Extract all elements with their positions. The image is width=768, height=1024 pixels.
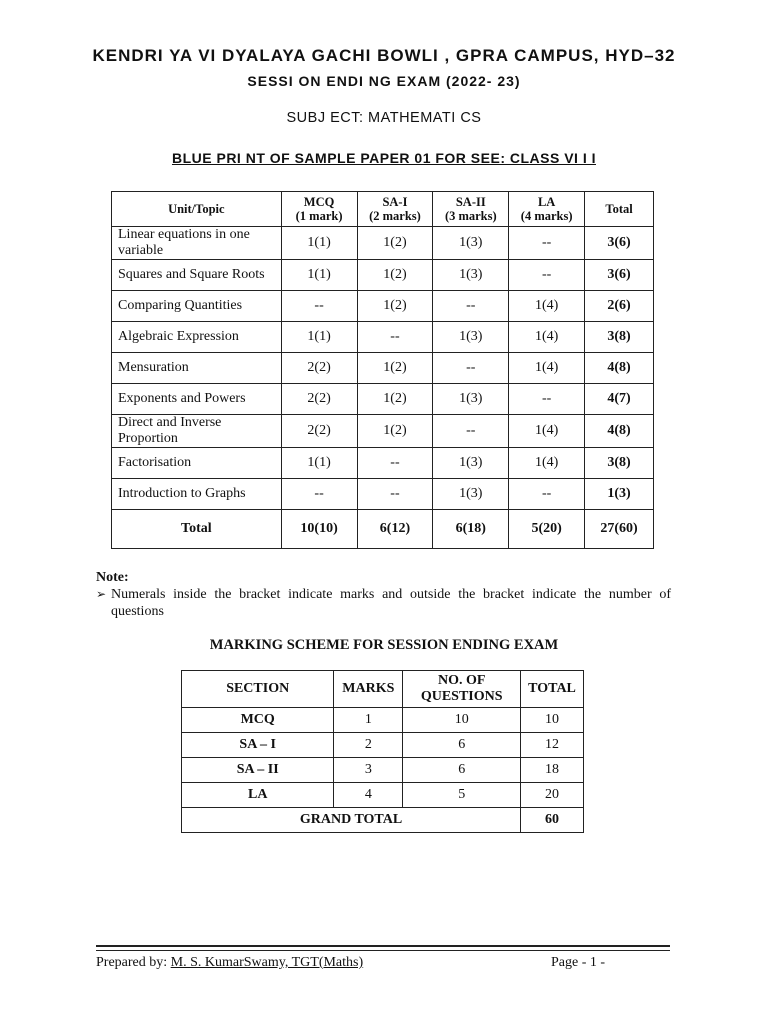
mcq-cell: 1(1) [281, 260, 357, 291]
topic-cell: Factorisation [112, 448, 282, 479]
total-sa2: 6(18) [433, 510, 509, 549]
section-cell: MCQ [182, 708, 334, 733]
sa2-cell: 1(3) [433, 322, 509, 353]
blueprint-row [112, 384, 654, 415]
sa1-cell: -- [357, 322, 433, 353]
marks-cell: 2 [334, 733, 403, 758]
la-cell: -- [509, 384, 585, 415]
la-cell: -- [509, 227, 585, 260]
row-total-cell: 3(8) [585, 322, 654, 353]
author-name: M. S. KumarSwamy, TGT(Maths) [170, 955, 364, 970]
sa1-cell: 1(2) [357, 291, 433, 322]
arrow-bullet-icon: ➢ [96, 587, 107, 601]
sa2-cell: 1(3) [433, 384, 509, 415]
prepared-label: Prepared by: [96, 955, 171, 970]
sa1-cell: -- [357, 448, 433, 479]
sa1-cell: 1(2) [357, 384, 433, 415]
grand-total-label: GRAND TOTAL [182, 808, 521, 833]
mcq-cell: 2(2) [281, 384, 357, 415]
sa1-cell: 1(2) [357, 260, 433, 291]
total-mcq: 10(10) [281, 510, 357, 549]
blueprint-header-row [112, 192, 654, 227]
mcq-cell: 1(1) [281, 448, 357, 479]
sa2-cell: -- [433, 415, 509, 448]
sa1-cell: 1(2) [357, 227, 433, 260]
la-cell: 1(4) [509, 353, 585, 384]
topic-cell: Comparing Quantities [112, 291, 282, 322]
marking-row [182, 733, 584, 758]
blueprint-row [112, 260, 654, 291]
la-cell: 1(4) [509, 322, 585, 353]
row-total-cell: 2(6) [585, 291, 654, 322]
marking-row [182, 783, 584, 808]
topic-cell: Squares and Square Roots [112, 260, 282, 291]
grand-total-value: 60 [521, 808, 584, 833]
marking-header-row [182, 671, 584, 708]
topic-cell: Direct and Inverse Proportion [112, 415, 282, 448]
blueprint-row [112, 291, 654, 322]
section-cell: LA [182, 783, 334, 808]
header-ms-total: TOTAL [521, 671, 584, 708]
total-label: Total [112, 510, 282, 549]
grand-total-row [182, 808, 584, 833]
marking-scheme-title: MARKING SCHEME FOR SESSION ENDING EXAM [209, 637, 559, 653]
mcq-cell: 2(2) [281, 415, 357, 448]
topic-cell: Introduction to Graphs [112, 479, 282, 510]
sa1-cell: -- [357, 479, 433, 510]
la-cell: 1(4) [509, 448, 585, 479]
topic-cell: Mensuration [112, 353, 282, 384]
ms-total-cell: 18 [521, 758, 584, 783]
la-cell: 1(4) [509, 415, 585, 448]
blueprint-total-row [112, 510, 654, 549]
row-total-cell: 3(8) [585, 448, 654, 479]
sa2-cell: 1(3) [433, 260, 509, 291]
marks-cell: 3 [334, 758, 403, 783]
note-title: Note: [96, 570, 129, 585]
mcq-cell: 2(2) [281, 353, 357, 384]
sa2-cell: -- [433, 291, 509, 322]
sa2-cell: 1(3) [433, 479, 509, 510]
marks-cell: 4 [334, 783, 403, 808]
questions-cell: 5 [403, 783, 521, 808]
questions-cell: 10 [403, 708, 521, 733]
row-total-cell: 1(3) [585, 479, 654, 510]
total-sa1: 6(12) [357, 510, 433, 549]
header-unit-topic: Unit/Topic [112, 192, 282, 227]
la-cell: -- [509, 479, 585, 510]
note-text: Numerals inside the bracket indicate marks and outside the bracket indicate the number of questions [111, 587, 671, 619]
sa2-cell: 1(3) [433, 227, 509, 260]
marking-scheme-table [181, 670, 584, 833]
section-cell: SA – I [182, 733, 334, 758]
marks-cell: 1 [334, 708, 403, 733]
footer-divider-thick [96, 945, 670, 947]
header-section: SECTION [182, 671, 334, 708]
sa2-cell: 1(3) [433, 448, 509, 479]
blueprint-row [112, 448, 654, 479]
topic-cell: Algebraic Expression [112, 322, 282, 353]
la-cell: -- [509, 260, 585, 291]
blueprint-row [112, 353, 654, 384]
topic-cell: Exponents and Powers [112, 384, 282, 415]
blueprint-row [112, 227, 654, 260]
header-marks: MARKS [334, 671, 403, 708]
note-item [96, 586, 671, 620]
marking-row [182, 708, 584, 733]
questions-cell: 6 [403, 733, 521, 758]
header-questions: NO. OF QUESTIONS [403, 671, 521, 708]
row-total-cell: 4(7) [585, 384, 654, 415]
sa2-cell: -- [433, 353, 509, 384]
blueprint-row [112, 322, 654, 353]
section-cell: SA – II [182, 758, 334, 783]
mcq-cell: -- [281, 479, 357, 510]
ms-total-cell: 20 [521, 783, 584, 808]
blueprint-row [112, 479, 654, 510]
total-la: 5(20) [509, 510, 585, 549]
mcq-cell: -- [281, 291, 357, 322]
row-total-cell: 4(8) [585, 415, 654, 448]
la-cell: 1(4) [509, 291, 585, 322]
ms-total-cell: 12 [521, 733, 584, 758]
sa1-cell: 1(2) [357, 353, 433, 384]
row-total-cell: 3(6) [585, 260, 654, 291]
header-total: Total [585, 192, 654, 227]
topic-cell: Linear equations in one variable [112, 227, 282, 260]
exam-heading: SESSI ON ENDI NG EXAM (2022- 23) [247, 73, 521, 89]
blueprint-row [112, 415, 654, 448]
row-total-cell: 4(8) [585, 353, 654, 384]
marking-row [182, 758, 584, 783]
header-la: LA (4 marks) [509, 192, 585, 227]
ms-total-cell: 10 [521, 708, 584, 733]
blueprint-table [111, 191, 654, 549]
school-name-heading: KENDRI YA VI DYALAYA GACHI BOWLI , GPRA CAMPUS, HYD–32 [92, 46, 676, 65]
blueprint-title: BLUE PRI NT OF SAMPLE PAPER 01 FOR SEE: CLASS VI I I [171, 150, 596, 166]
header-sa1: SA-I (2 marks) [357, 192, 433, 227]
questions-cell: 6 [403, 758, 521, 783]
subject-heading: SUBJ ECT: MATHEMATI CS [286, 110, 482, 126]
sa1-cell: 1(2) [357, 415, 433, 448]
row-total-cell: 3(6) [585, 227, 654, 260]
header-mcq: MCQ (1 mark) [281, 192, 357, 227]
footer-divider-thin [96, 950, 670, 951]
mcq-cell: 1(1) [281, 322, 357, 353]
total-grand: 27(60) [585, 510, 654, 549]
mcq-cell: 1(1) [281, 227, 357, 260]
page-number: Page - 1 - [551, 955, 606, 970]
footer-prepared-by [96, 955, 363, 971]
header-sa2: SA-II (3 marks) [433, 192, 509, 227]
